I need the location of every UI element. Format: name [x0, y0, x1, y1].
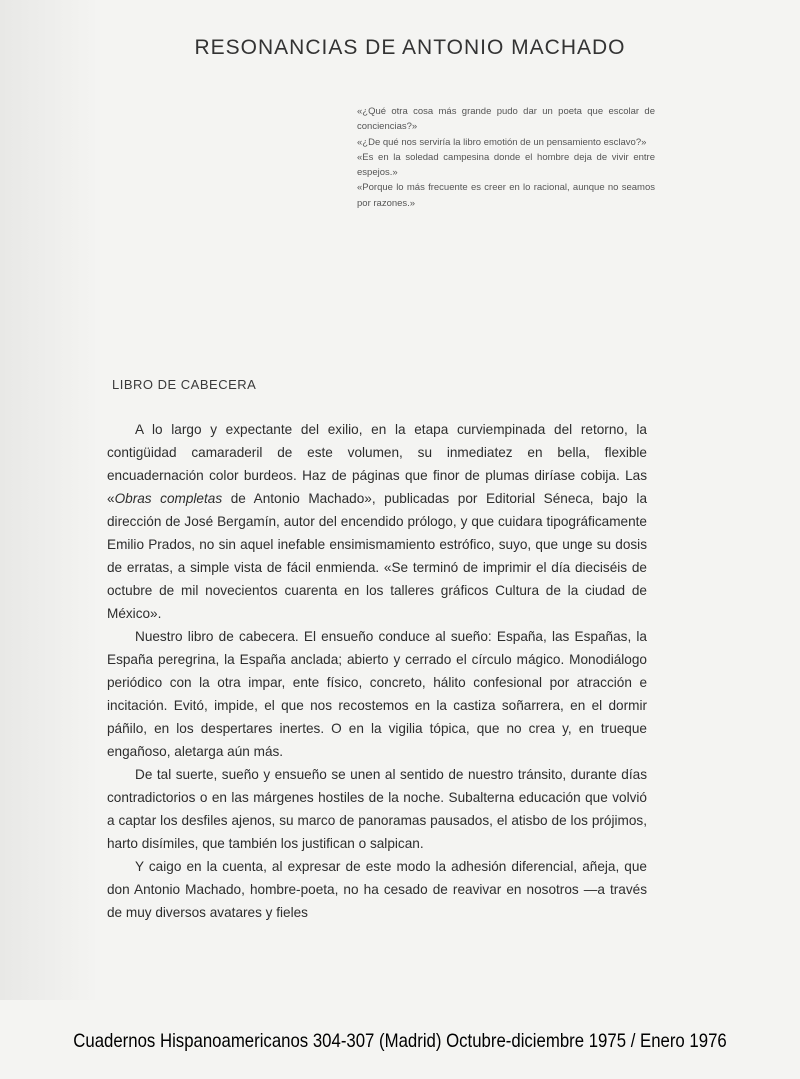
- scan-shading: [0, 0, 100, 1000]
- paragraph-text: A lo largo y expectante del exilio, en la etapa curviempinada del retorno, la contigüidad camaraderil de este volumen, su inmediatez en bella, flexible encuadernación color burdeos. Haz de páginas que finor de plumas diríase cobija. Las «: [107, 422, 647, 506]
- epigraph-line: «Porque lo más frecuente es creer en lo racional, aunque no seamos por razones.»: [357, 182, 655, 209]
- paragraph-text: de Antonio Machado», publicadas por Editorial Séneca, bajo la dirección de José Bergamín, autor del encendido prólogo, y que cuidara tipográficamente Emilio Prados, no sin aquel inefable ensimismamiento estrófico, suyo, que unge su dosis de erratas, a simple vista de fácil enmienda. «Se terminó de imprimir el día dieciséis de octubre de mil novecientos cuarenta en los talleres gráficos Cultura de la ciudad de México».: [107, 491, 648, 621]
- body-paragraph: Nuestro libro de cabecera. El ensueño conduce al sueño: España, las Españas, la España peregrina, la España anclada; abierto y cerrado el círculo mágico. Monodiálogo periódico con la otra impar, ente físico, concreto, hálito confesional por atracción e incitación. Evitó, impide, el que nos recostemos en la castiza soñarrera, en el dormir páñilo, en los despertares inertes. O en la vigilia tópica, que no crea y, en trueque engañoso, aletarga aún más.: [107, 629, 647, 759]
- epigraph: [357, 104, 655, 211]
- epigraph-line: «Es en la soledad campesina donde el hombre deja de vivir entre espejos.»: [357, 151, 655, 179]
- book-title-emphasis: Obras completas: [114, 491, 223, 506]
- body-paragraph: De tal suerte, sueño y ensueño se unen al sentido de nuestro tránsito, durante días contradictorios o en las márgenes hostiles de la noche. Subalterna educación que volvió a captar los desfiles ajenos, su marco de panoramas pausados, el atisbo de los prójimos, harto disímiles, que también los justifican o salpican.: [107, 767, 647, 851]
- body-paragraph: [107, 418, 647, 625]
- epigraph-line: «¿De qué nos serviría la libro emotión de un pensamiento esclavo?»: [357, 136, 647, 148]
- body-paragraph: Y caigo en la cuenta, al expresar de este modo la adhesión diferencial, añeja, que don Antonio Machado, hombre-poeta, no ha cesado de reavivar en nosotros —a través de muy diversos avatares y fieles: [107, 859, 647, 920]
- article-title: RESONANCIAS DE ANTONIO MACHADO: [194, 36, 626, 59]
- article-body: [107, 418, 647, 924]
- epigraph-line: «¿Qué otra cosa más grande pudo dar un poeta que escolar de conciencias?»: [357, 106, 655, 133]
- section-heading: LIBRO DE CABECERA: [112, 377, 257, 392]
- source-citation: Cuadernos Hispanoamericanos 304-307 (Madrid) Octubre-diciembre 1975 / Enero 1976: [73, 1030, 727, 1052]
